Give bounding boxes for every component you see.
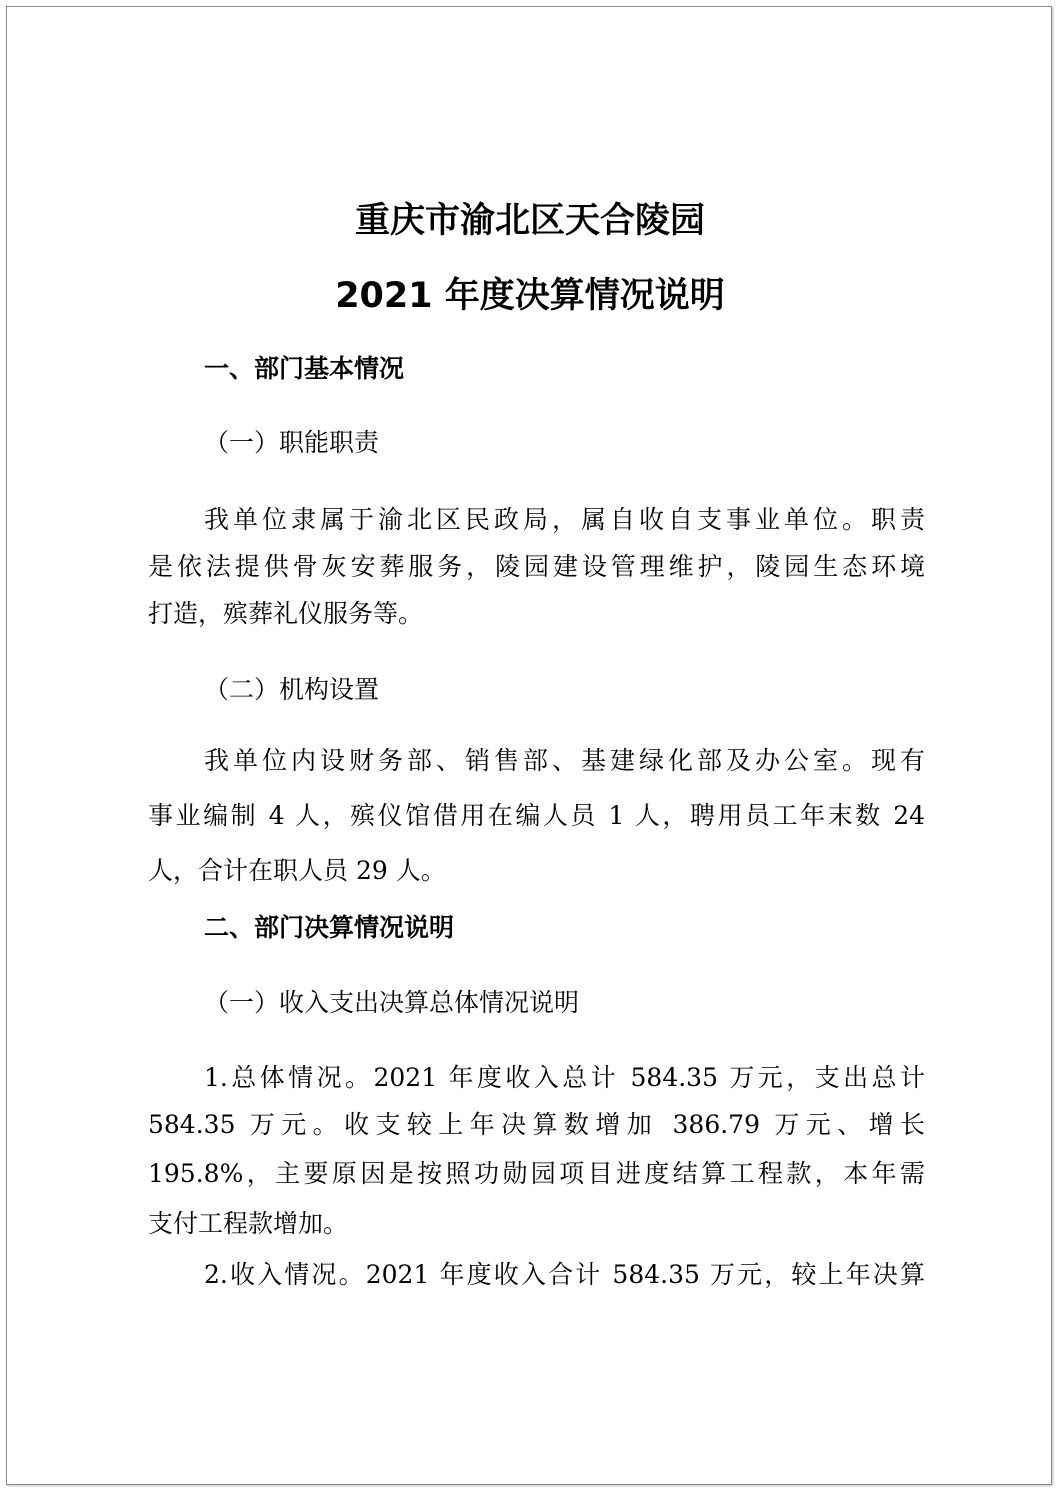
section-1-1-heading: （一）职能职责 bbox=[204, 428, 380, 457]
paragraph-line: 事业编制 4 人，殡仪馆借用在编人员 1 人，聘用员工年末数 24 bbox=[148, 801, 925, 830]
document-subtitle: 2021 年度决算情况说明 bbox=[335, 276, 725, 316]
paragraph-line: 2.收入情况。2021 年度收入合计 584.35 万元，较上年决算 bbox=[204, 1260, 925, 1289]
paragraph-line: 584.35 万元。收支较上年决算数增加 386.79 万元、增长 bbox=[148, 1110, 925, 1139]
section-2-heading: 二、部门决算情况说明 bbox=[204, 913, 455, 942]
section-1-heading: 一、部门基本情况 bbox=[204, 354, 405, 383]
paragraph-line: 打造，殡葬礼仪服务等。 bbox=[148, 599, 424, 628]
section-1-2-heading: （二）机构设置 bbox=[204, 675, 380, 704]
paragraph-line: 1.总体情况。2021 年度收入总计 584.35 万元，支出总计 bbox=[204, 1063, 925, 1092]
paragraph-line: 我单位隶属于渝北区民政局，属自收自支事业单位。职责 bbox=[204, 505, 925, 534]
paragraph-line: 195.8%，主要原因是按照功勋园项目进度结算工程款，本年需 bbox=[148, 1159, 925, 1188]
document-title: 重庆市渝北区天合陵园 bbox=[354, 201, 705, 241]
paragraph-line: 是依法提供骨灰安葬服务，陵园建设管理维护，陵园生态环境 bbox=[148, 552, 925, 581]
paragraph-line: 人，合计在职人员 29 人。 bbox=[148, 856, 446, 885]
paragraph-line: 我单位内设财务部、销售部、基建绿化部及办公室。现有 bbox=[204, 746, 925, 775]
section-2-1-heading: （一）收入支出决算总体情况说明 bbox=[204, 988, 580, 1017]
paragraph-line: 支付工程款增加。 bbox=[148, 1209, 349, 1238]
